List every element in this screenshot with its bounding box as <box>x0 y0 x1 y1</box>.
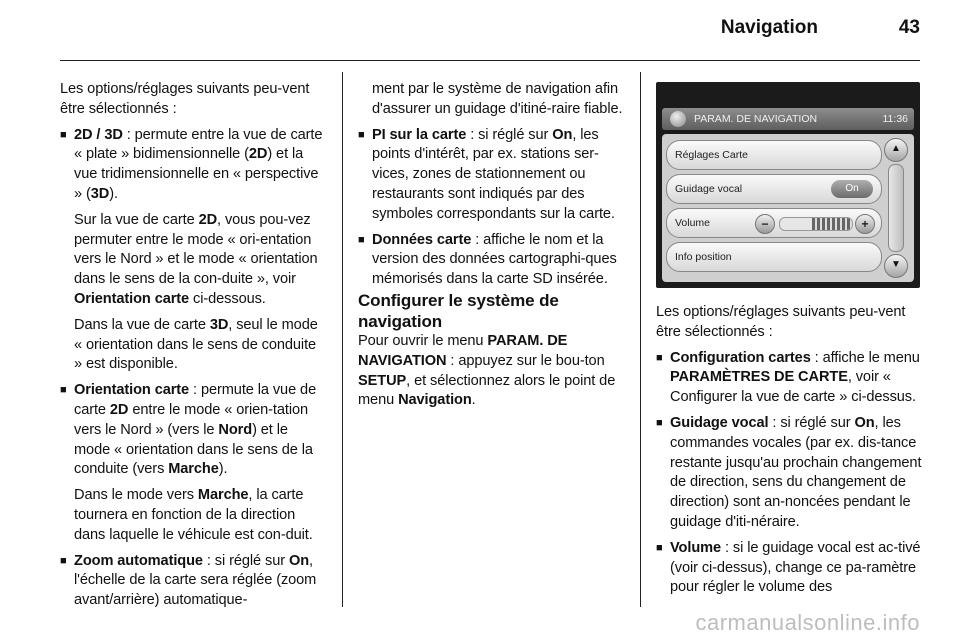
list-item: ■ Orientation carte : permute la vue de carte 2D entre le mode « orien-tation vers le Nord » (vers le Nord) et le mode « orientation dans le sens de la conduite (vers Marche). <box>60 382 317 478</box>
list-item: ■ Zoom automatique : si réglé sur On, l'échelle de la carte sera réglée (zoom avant/arrière) automatique- <box>60 552 317 609</box>
menu-row-voice-guidance[interactable]: Guidage vocal On <box>666 174 882 204</box>
list-item: ■ 2D / 3D : permute entre la vue de carte « plate » bidimensionnelle (2D) et la vue tridimensionnelle en « perspective » (3D). <box>60 126 323 202</box>
list-item: ■ Données carte : affiche le nom et la version des données cartographi-ques mémorisés dans la carte SD insérée. <box>358 231 617 288</box>
volume-slider[interactable] <box>779 217 853 231</box>
scrollbar[interactable] <box>888 164 904 252</box>
list-item: ■ Configuration cartes : affiche le menu PARAMÈTRES DE CARTE, voir « Configurer la vue de carte » ci-dessus. <box>656 349 920 406</box>
page-header-title: Navigation <box>720 17 818 38</box>
continued-paragraph: ment par le système de navigation afin d'assurer un guidage d'itiné-raire fiable. <box>372 81 623 117</box>
header-rule <box>60 60 920 61</box>
list-item-paragraph: Dans la vue de carte 3D, seul le mode « orientation dans le sens de conduite » est disponible. <box>74 316 318 373</box>
list-item: ■ Guidage vocal : si réglé sur On, les commandes vocales (par ex. dis-tance restante jusqu'au prochain changement de direction, sens du changement de direction) sont an-noncées pendant le guidage d'iti-néraire. <box>656 414 922 530</box>
menu-row-position-info[interactable]: Info position <box>666 242 882 272</box>
list-item: ■ Volume : si le guidage vocal est ac-tivé (voir ci-dessus), change ce pa-ramètre pour régler le volume des <box>656 539 921 596</box>
intro-paragraph: Les options/réglages suivants peu-vent être sélectionnés : <box>656 304 906 340</box>
menu-row-volume: Volume − + <box>666 208 882 238</box>
screen-clock: 11:36 <box>882 113 908 125</box>
minus-icon[interactable]: − <box>755 214 775 234</box>
nav-settings-screenshot <box>656 82 920 288</box>
column-1 <box>60 80 326 611</box>
menu-row-map-settings[interactable]: Réglages Carte <box>666 140 882 170</box>
chevron-down-icon[interactable]: ▼ <box>884 254 908 278</box>
column-2 <box>358 80 624 411</box>
watermark: carmanualsonline.info <box>695 610 920 635</box>
list-item-paragraph: Sur la vue de carte 2D, vous pou-vez permuter entre le mode « ori-entation vers le Nord » et le mode « orientation dans le sens de la con-duite », voir Orientation carte ci-dessous. <box>74 211 318 307</box>
column-divider-2 <box>640 72 641 607</box>
page-number: 43 <box>898 17 920 38</box>
brand-logo-icon <box>670 111 686 127</box>
column-3 <box>656 303 922 598</box>
screen-title-bar <box>662 108 914 130</box>
plus-icon[interactable]: + <box>855 214 875 234</box>
screen-title: PARAM. DE NAVIGATION <box>694 113 818 125</box>
list-item-paragraph: Dans le mode vers Marche, la carte tournera en fonction de la direction dans laquelle le véhicule est con-duit. <box>74 487 313 543</box>
section-heading: Configurer le système de navigation <box>358 290 559 331</box>
volume-fill <box>812 218 852 230</box>
body-paragraph: Pour ouvrir le menu PARAM. DE NAVIGATION : appuyez sur le bou-ton SETUP, et sélectionnez alors le point de menu Navigation. <box>358 332 616 409</box>
intro-paragraph: Les options/réglages suivants peu-vent être sélectionnés : <box>60 81 310 117</box>
chevron-up-icon[interactable]: ▲ <box>884 138 908 162</box>
on-toggle[interactable]: On <box>831 180 873 198</box>
column-divider-1 <box>342 72 343 607</box>
screen-menu-panel <box>662 134 914 282</box>
list-item: ■ PI sur la carte : si réglé sur On, les points d'intérêt, par ex. stations ser-vices, zones de stationnement ou restaurants sont indiqués par des symboles correspondants sur la carte. <box>358 126 615 222</box>
